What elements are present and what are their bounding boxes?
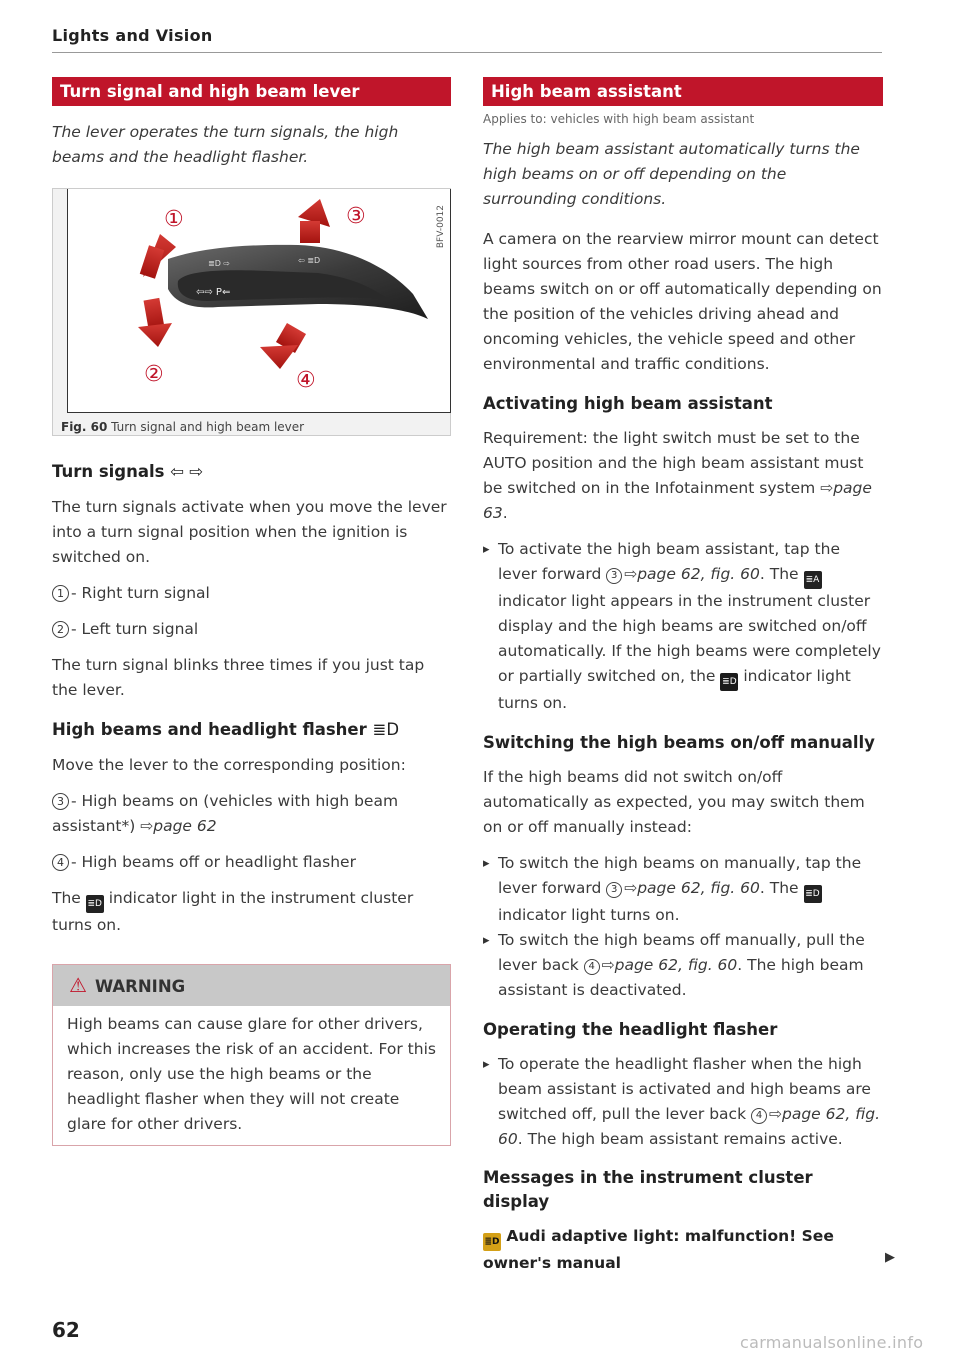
ref-arrow-icon: ⇨ <box>624 879 638 897</box>
adaptive-light-warning-icon: ≣D <box>483 1233 501 1251</box>
ref-arrow-icon: ⇨ <box>140 817 154 835</box>
figure-caption <box>61 420 304 434</box>
heading-switching-manually: Switching the high beams on/off manually <box>483 733 875 752</box>
callout-3: ③ <box>346 204 366 229</box>
callout-circle-3: 3 <box>52 793 69 810</box>
ref-arrow-icon: ⇨ <box>769 1105 782 1123</box>
lever-symbol-turn: ⇦⇨ P⇐ <box>196 287 231 298</box>
applies-to-note: Applies to: vehicles with high beam assistant <box>483 112 755 126</box>
arrow-back-flasher <box>260 345 298 369</box>
callout-circle-3: 3 <box>606 882 622 898</box>
manual-off-step: ▸ To switch the high beams off manually, pull the lever back 4 ⇨page 62, fig. 60. The high beam assistant is deactivated. <box>483 928 883 1003</box>
section-intro: The lever operates the turn signals, the high beams and the headlight flasher. <box>52 123 399 166</box>
callout-circle-4: 4 <box>52 854 69 871</box>
heading-messages: Messages in the instrument cluster display <box>483 1168 813 1211</box>
figure-caption-text: Turn signal and high beam lever <box>111 420 305 434</box>
figure-reference[interactable]: page 62, fig. 60 <box>614 956 738 974</box>
left-column <box>52 77 451 1146</box>
callout-1: ① <box>164 207 184 232</box>
assistant-description: A camera on the rearview mirror mount can detect light sources from other road users. The high beams switch on or off automatically depending on the position of the vehicles driving ahead and oncoming vehicles, the vehicle speed and other environmental and traffic conditions. <box>483 230 882 373</box>
activation-requirement: Requirement: the light switch must be set to the AUTO position and the high beam assistant must be switched on in the Infotainment system ⇨page 63. <box>483 429 872 522</box>
chapter-title: Lights and Vision <box>52 26 213 45</box>
warning-box <box>52 964 451 1146</box>
warning-triangle-icon: ⚠ <box>69 973 87 997</box>
arrow-shaft-1 <box>140 245 164 278</box>
item-high-beams-off: 4 - High beams off or headlight flasher <box>52 850 451 875</box>
message-malfunction: ≣D Audi adaptive light: malfunction! See owner's manual <box>483 1227 834 1272</box>
callout-circle-4: 4 <box>751 1108 767 1124</box>
flasher-step: ▸ To operate the headlight flasher when the high beam assistant is activated and high beams are switched off, pull the lever back 4 ⇨page 62, fig. 60. The high beam assistant remains active. <box>483 1052 883 1152</box>
item-left-turn: 2 - Left turn signal <box>52 617 451 642</box>
ref-arrow-icon: ⇨ <box>624 565 638 583</box>
lever-symbol-auto: ⇦ ≣D <box>298 256 321 265</box>
figure-code: BFV-0012 <box>436 205 446 249</box>
warning-text: High beams can cause glare for other drivers, which increases the risk of an accident. For this reason, only use the high beams or the headlight flasher when they will not create glare for other drivers. <box>67 1015 436 1133</box>
high-beam-indicator-icon: ≣D <box>720 673 738 691</box>
right-column <box>483 77 883 1276</box>
figure-reference[interactable]: page 62, fig. 60 <box>637 565 760 583</box>
high-beam-icon: ≣D <box>372 720 400 739</box>
ref-arrow-icon: ⇨ <box>601 956 615 974</box>
high-beam-indicator-icon: ≣D <box>804 885 822 903</box>
assistant-intro: The high beam assistant automatically turns the high beams on or off depending on the surrounding conditions. <box>483 140 860 208</box>
manual-on-step: ▸ To switch the high beams on manually, tap the lever forward 3 ⇨page 62, fig. 60. The ≣D indicator light turns on. <box>483 851 883 928</box>
heading-turn-signals: Turn signals ⇦ ⇨ <box>52 462 204 481</box>
heading-activating-assistant: Activating high beam assistant <box>483 394 773 413</box>
turn-signal-icon: ⇦ ⇨ <box>170 462 204 481</box>
activation-step: ▸ To activate the high beam assistant, tap the lever forward 3 ⇨page 62, fig. 60. The ≣A indicator light appears in the instrument cluster display and the high beams are switched on/off automatically. If the high beams were completely or partially switched on, the ≣D indicator light turns on. <box>483 537 883 716</box>
arrow-down-left-turn <box>138 323 172 347</box>
page-reference[interactable]: page 63 <box>483 479 872 522</box>
turn-signal-tap-note: The turn signal blinks three times if you just tap the lever. <box>52 656 425 699</box>
turn-signal-description: The turn signals activate when you move the lever into a turn signal position when the ignition is switched on. <box>52 498 447 566</box>
section-title-high-beam-assistant: High beam assistant <box>483 77 883 106</box>
figure-reference[interactable]: page 62, fig. 60 <box>498 1105 880 1148</box>
figure-reference[interactable]: page 62, fig. 60 <box>637 879 760 897</box>
figure-caption-number: Fig. 60 <box>61 420 108 434</box>
warning-header: ⚠ WARNING <box>53 965 450 1006</box>
item-high-beams-on: 3 - High beams on (vehicles with high beam assistant*) ⇨page 62 <box>52 792 399 835</box>
lever-illustration <box>68 189 452 413</box>
heading-operating-flasher: Operating the headlight flasher <box>483 1020 778 1039</box>
indicator-light-note: The ≣D indicator light in the instrument cluster turns on. <box>52 889 414 934</box>
arrow-shaft-3 <box>300 221 320 243</box>
callout-4: ④ <box>296 368 316 393</box>
section-title-turn-signal: Turn signal and high beam lever <box>52 77 451 106</box>
callout-circle-4: 4 <box>584 959 600 975</box>
callout-circle-3: 3 <box>606 568 622 584</box>
lever-symbol-highbeam: ≣D ⇨ <box>208 259 231 268</box>
page-reference[interactable]: page 62 <box>153 817 217 835</box>
figure-60 <box>52 188 451 436</box>
ref-arrow-icon: ⇨ <box>820 479 834 497</box>
page-header <box>52 26 882 53</box>
figure-image <box>67 189 451 413</box>
callout-2: ② <box>144 362 164 387</box>
auto-high-beam-indicator-icon: ≣A <box>804 571 822 589</box>
item-right-turn: 1 - Right turn signal <box>52 581 451 606</box>
warning-body <box>53 1006 450 1145</box>
high-beam-instruction: Move the lever to the corresponding position: <box>52 756 406 774</box>
watermark: carmanualsonline.info <box>740 1333 924 1352</box>
heading-high-beams-flasher: High beams and headlight flasher ≣D <box>52 720 400 739</box>
page-number: 62 <box>52 1318 80 1342</box>
continued-arrow-icon: ▶ <box>885 1250 895 1265</box>
callout-circle-2: 2 <box>52 621 69 638</box>
manual-switch-description: If the high beams did not switch on/off automatically as expected, you may switch them on or off manually instead: <box>483 768 865 836</box>
callout-circle-1: 1 <box>52 585 69 602</box>
high-beam-indicator-icon: ≣D <box>86 895 104 913</box>
